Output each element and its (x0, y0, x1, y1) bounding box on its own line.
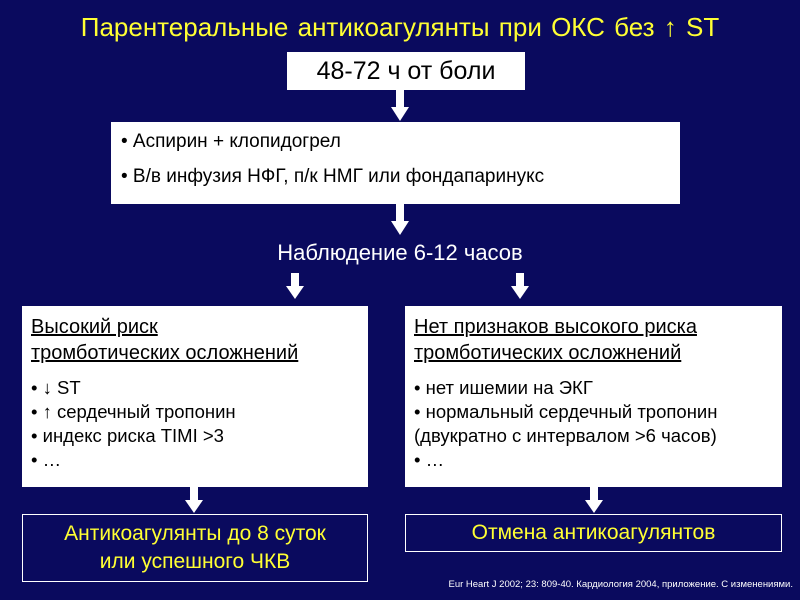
criteria-item: • … (31, 449, 62, 470)
high-risk-criteria (31, 376, 360, 472)
criteria-item: • индекс риска TIMI >3 (31, 425, 224, 446)
high-risk-heading (31, 314, 360, 366)
result-line: или успешного ЧКВ (99, 550, 291, 573)
slide-title: Парентеральные антикоагулянты при ОКС без ↑ ST (80, 12, 720, 42)
low-risk-box (405, 306, 782, 487)
therapy-item: • В/в инфузия НФГ, п/к НМГ или фондапаринукс (121, 166, 545, 187)
low-risk-heading (414, 314, 774, 366)
criteria-item: • … (414, 449, 445, 470)
high-risk-box (22, 306, 368, 487)
criteria-item: (двукратно с интервалом >6 часов) (414, 425, 717, 446)
time-box: 48-72 ч от боли (287, 52, 525, 90)
anticoagulants-stop-box: Отмена антикоагулянтов (405, 514, 782, 552)
heading-line: Высокий риск (31, 316, 158, 338)
criteria-item: • ↓ ST (31, 377, 81, 398)
reference-note: Eur Heart J 2002; 23: 809-40. Кардиология 2004, приложение. С изменениями. (448, 579, 793, 590)
anticoagulants-continue-box (22, 514, 368, 582)
heading-line: Нет признаков высокого риска (414, 316, 697, 338)
result-line: Антикоагулянты до 8 суток (64, 522, 326, 545)
arrow-down-icon (585, 487, 603, 514)
arrow-down-icon (185, 487, 203, 514)
observation-label: Наблюдение 6-12 часов (277, 240, 523, 265)
heading-line: тромботических осложнений (31, 342, 299, 364)
initial-therapy-box (111, 122, 680, 204)
low-risk-criteria (414, 376, 774, 472)
arrow-down-icon (391, 204, 409, 236)
arrow-down-icon (511, 273, 529, 300)
therapy-item: • Аспирин + клопидогрел (121, 131, 341, 152)
arrow-down-icon (391, 90, 409, 122)
arrow-down-icon (286, 273, 304, 300)
criteria-item: • ↑ сердечный тропонин (31, 401, 236, 422)
heading-line: тромботических осложнений (414, 342, 682, 364)
criteria-item: • нормальный сердечный тропонин (414, 401, 718, 422)
criteria-item: • нет ишемии на ЭКГ (414, 377, 593, 398)
